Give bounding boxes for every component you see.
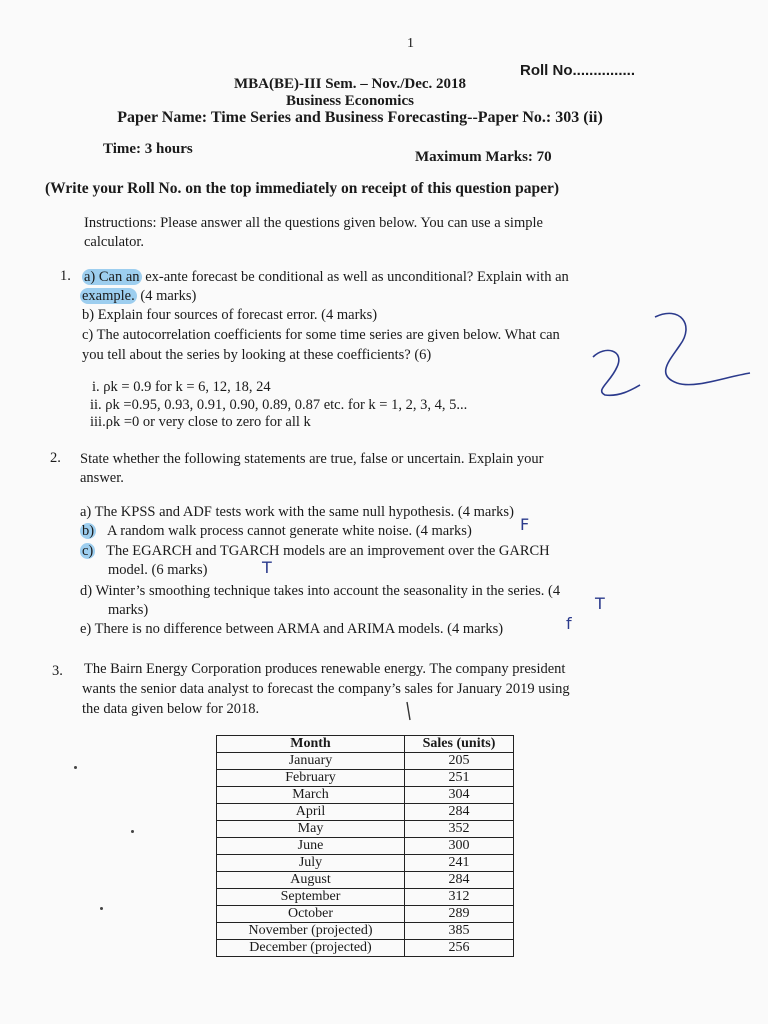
table-cell-sales: 251 (405, 770, 514, 787)
highlight-mark: a) Can an (84, 269, 140, 285)
question-1-number: 1. (60, 268, 71, 284)
table-cell-sales: 289 (405, 906, 514, 923)
question-3-number: 3. (52, 663, 63, 679)
exam-title: MBA(BE)-III Sem. – Nov./Dec. 2018 (233, 76, 467, 92)
stray-dot (100, 907, 103, 910)
handwritten-answer-e: f (566, 614, 572, 633)
highlight-mark: c) (82, 543, 94, 559)
table-cell-sales: 256 (405, 940, 514, 957)
highlight-mark: b) (82, 523, 95, 539)
table-cell-sales: 284 (405, 804, 514, 821)
question-1b: b) Explain four sources of forecast error. (4 marks) (82, 307, 378, 323)
table-cell-sales: 352 (405, 821, 514, 838)
roll-number-field: Roll No............... (520, 62, 636, 79)
question-2a: a) The KPSS and ADF tests work with the same null hypothesis. (4 marks) (80, 504, 514, 520)
table-cell-month: October (217, 906, 405, 923)
table-cell-month: February (217, 770, 405, 787)
paper-name: Paper Name: Time Series and Business Forecasting--Paper No.: 303 (ii) (117, 109, 603, 126)
table-cell-month: April (217, 804, 405, 821)
question-2b-text: A random walk process cannot generate white noise. (4 marks) (106, 523, 472, 539)
table-row (217, 940, 514, 957)
table-cell-month: January (217, 753, 405, 770)
question-1a-marks: (4 marks) (136, 288, 197, 304)
question-1c-line2: you tell about the series by looking at these coefficients? (6) (82, 347, 432, 363)
table-cell-month: July (217, 855, 405, 872)
question-2c-text: The EGARCH and TGARCH models are an improvement over the GARCH (106, 543, 550, 559)
table-cell-month: November (projected) (217, 923, 405, 940)
question-1c-ii: ii. ρk =0.95, 0.93, 0.91, 0.90, 0.89, 0.87 etc. for k = 1, 2, 3, 4, 5... (90, 397, 468, 413)
time-allowed: Time: 3 hours (103, 141, 193, 157)
question-2e: e) There is no difference between ARMA and ARIMA models. (4 marks) (80, 621, 504, 637)
table-cell-sales: 300 (405, 838, 514, 855)
question-2d: d) Winter’s smoothing technique takes into account the seasonality in the series. (4 (80, 583, 561, 599)
question-2-intro-line2: answer. (80, 470, 124, 486)
question-3-line1: The Bairn Energy Corporation produces renewable energy. The company president (84, 661, 566, 677)
table-cell-month: December (projected) (217, 940, 405, 957)
question-1a (82, 268, 622, 286)
table-row (217, 838, 514, 855)
table-row (217, 872, 514, 889)
handwritten-scribble (585, 305, 755, 400)
table-row (217, 770, 514, 787)
table-row (217, 855, 514, 872)
subject-title: Business Economics (286, 93, 414, 109)
question-2c-line2: model. (6 marks) (108, 562, 208, 578)
table-row (217, 889, 514, 906)
question-1c-line1: c) The autocorrelation coefficients for some time series are given below. What can (82, 327, 560, 343)
stray-dot (131, 830, 134, 833)
instructions: Instructions: Please answer all the questions given below. You can use a simple calculator. (84, 215, 543, 250)
question-1a-line2 (80, 287, 196, 305)
handwritten-answer-b: F (520, 515, 530, 534)
highlight-mark: example. (82, 288, 135, 304)
table-cell-month: September (217, 889, 405, 906)
handwritten-answer-c: T (262, 558, 272, 577)
table-row (217, 821, 514, 838)
question-2c (80, 542, 550, 560)
table-cell-month: August (217, 872, 405, 889)
table-row (217, 804, 514, 821)
question-2-intro-line1: State whether the following statements are true, false or uncertain. Explain your (80, 451, 544, 467)
roll-number-note: (Write your Roll No. on the top immediately on receipt of this question paper) (45, 180, 560, 197)
handwritten-tick (404, 700, 414, 722)
table-row (217, 787, 514, 804)
table-row (217, 753, 514, 770)
question-3-line3: the data given below for 2018. (82, 701, 260, 717)
handwritten-answer-d: T (595, 594, 605, 613)
question-2d-line2: marks) (108, 602, 149, 618)
question-1a-text: ex-ante forecast be conditional as well as unconditional? Explain with an (141, 269, 569, 285)
question-2-number: 2. (50, 450, 61, 466)
question-3-line2: wants the senior data analyst to forecast the company’s sales for January 2019 using (82, 681, 570, 697)
question-1c-i: i. ρk = 0.9 for k = 6, 12, 18, 24 (92, 379, 271, 395)
table-cell-month: June (217, 838, 405, 855)
table-cell-month: May (217, 821, 405, 838)
table-header-sales: Sales (units) (405, 736, 514, 753)
table-cell-month: March (217, 787, 405, 804)
table-header-month: Month (217, 736, 405, 753)
sales-table (216, 735, 514, 957)
table-cell-sales: 304 (405, 787, 514, 804)
maximum-marks: Maximum Marks: 70 (415, 149, 552, 165)
stray-dot (74, 766, 77, 769)
page-mark: 1 (407, 36, 414, 51)
question-1c-iii: iii.ρk =0 or very close to zero for all k (90, 414, 311, 430)
table-cell-sales: 385 (405, 923, 514, 940)
table-cell-sales: 205 (405, 753, 514, 770)
table-cell-sales: 312 (405, 889, 514, 906)
table-cell-sales: 241 (405, 855, 514, 872)
table-header-row (217, 736, 514, 753)
question-2b (80, 522, 472, 540)
table-row (217, 923, 514, 940)
table-row (217, 906, 514, 923)
table-cell-sales: 284 (405, 872, 514, 889)
